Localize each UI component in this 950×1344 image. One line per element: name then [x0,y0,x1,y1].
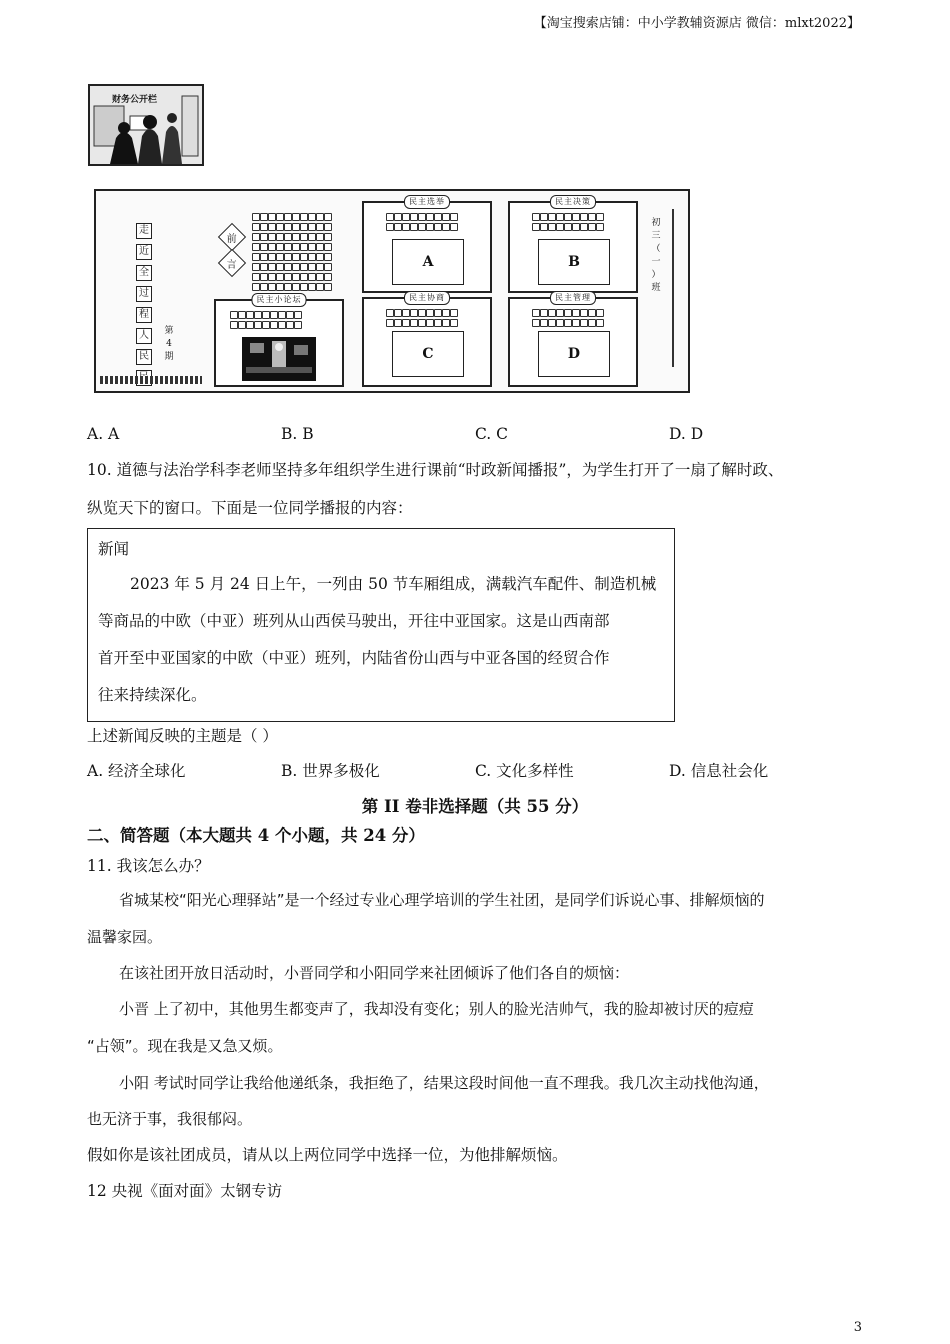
seat-icon [308,243,316,251]
seat-icon [540,223,548,231]
seat-icon [260,253,268,261]
seat-icon [284,283,292,291]
panel-d: 民主管理 D [508,297,638,387]
seat-icon [418,213,426,221]
seat-icon [386,309,394,317]
seat-icon [292,253,300,261]
seat-icon [284,213,292,221]
seat-icon [276,273,284,281]
seat-icon [292,213,300,221]
seat-icon [540,309,548,317]
news-line: 等商品的中欧（中亚）班列从山西侯马驶出，开往中亚国家。这是山西南部 [98,612,610,630]
seat-icon [596,319,604,327]
seat-icon [572,213,580,221]
q10-question: 上述新闻反映的主题是（ ） [87,727,278,745]
seat-icon [532,319,540,327]
seat-icon [252,223,260,231]
seat-icon [394,213,402,221]
seat-icon [268,223,276,231]
q10-option-d: D. 信息社会化 [669,762,769,780]
seat-grid-center [252,213,330,291]
seat-icon [450,223,458,231]
seat-icon [324,283,332,291]
seat-icon [564,309,572,317]
seat-icon [308,273,316,281]
seat-icon [268,233,276,241]
seat-icon [270,321,278,329]
seat-icon [596,213,604,221]
seat-icon [268,253,276,261]
seat-icon [324,243,332,251]
q11-task: 假如你是该社团成员，请从以上两位同学中选择一位，为他排解烦恼。 [87,1146,568,1164]
q11-paragraph: 也无济于事，我很郁闷。 [87,1110,253,1128]
seat-icon [246,321,254,329]
seat-icon [300,243,308,251]
seat-icon [286,311,294,319]
seat-icon [426,223,434,231]
seat-icon [572,319,580,327]
panel-c: 民主协商 C [362,297,492,387]
seat-grid-d [532,309,602,327]
seat-icon [572,223,580,231]
seat-icon [262,321,270,329]
seat-icon [532,223,540,231]
seat-icon [450,319,458,327]
seat-grid-b [532,213,602,231]
seat-icon [284,223,292,231]
q11-paragraph: 温馨家园。 [87,928,163,946]
board-right-divider [672,209,674,367]
seat-icon [402,213,410,221]
seat-icon [292,243,300,251]
q11-paragraph: 省城某校“阳光心理驿站”是一个经过专业心理学培训的学生社团，是同学们诉说心事、排解烦恼的 [119,891,765,909]
seat-icon [410,319,418,327]
seat-icon [596,223,604,231]
seat-icon [418,309,426,317]
seat-icon [292,233,300,241]
q11-paragraph: “占领”。现在我是又急又烦。 [87,1037,283,1055]
page-number: 3 [853,1320,862,1335]
seat-icon [394,223,402,231]
seat-icon [394,319,402,327]
seat-icon [442,319,450,327]
seat-icon [292,263,300,271]
seat-icon [564,213,572,221]
seat-icon [588,223,596,231]
forum-photo [242,337,316,381]
seat-icon [426,213,434,221]
seat-icon [308,263,316,271]
seat-icon [260,223,268,231]
news-label: 新闻 [98,540,130,558]
seat-icon [252,273,260,281]
seat-icon [260,283,268,291]
seat-icon [556,223,564,231]
seat-icon [260,263,268,271]
seat-icon [294,311,302,319]
q10-option-a: A. 经济全球化 [87,762,186,780]
seat-icon [308,223,316,231]
seat-icon [268,243,276,251]
seat-icon [548,223,556,231]
seat-icon [268,273,276,281]
panel-a: 民主选举 A [362,201,492,293]
seat-icon [276,243,284,251]
seat-icon [442,213,450,221]
seat-icon [386,213,394,221]
seat-icon [252,263,260,271]
seat-icon [596,309,604,317]
seat-icon [268,263,276,271]
seat-grid-forum [230,311,300,329]
seat-icon [402,223,410,231]
seat-icon [252,243,260,251]
seat-icon [286,321,294,329]
seat-icon [262,311,270,319]
seat-icon [252,213,260,221]
seat-icon [556,213,564,221]
seat-icon [434,309,442,317]
seat-icon [316,243,324,251]
preface-diamond-top: 前 [218,223,246,251]
seat-icon [556,319,564,327]
seat-icon [254,321,262,329]
seat-icon [284,253,292,261]
news-line: 首开至中亚国家的中欧（中亚）班列，内陆省份山西与中亚各国的经贸合作 [98,649,610,667]
seat-icon [268,283,276,291]
seat-icon [246,311,254,319]
seat-icon [252,283,260,291]
seat-icon [252,253,260,261]
q9-option-c: C. C [475,425,509,443]
q10-stem-line1: 10. 道德与法治学科李老师坚持多年组织学生进行课前“时政新闻播报”，为学生打开了一扇了解时政、 [87,461,784,479]
seat-icon [276,233,284,241]
seat-icon [254,311,262,319]
democracy-board-diagram [94,189,690,393]
seat-icon [450,309,458,317]
photo-caption: 财务公开栏 [112,95,158,105]
seat-icon [442,223,450,231]
seat-icon [300,283,308,291]
seat-icon [276,253,284,261]
seat-grid-a [386,213,456,231]
seat-icon [540,319,548,327]
option-box-a: A [392,239,464,285]
seat-icon [410,309,418,317]
q11-title: 11. 我该怎么办？ [87,857,210,875]
seat-icon [284,263,292,271]
seat-icon [230,321,238,329]
section-heading: 二、简答题（本大题共 4 个小题，共 24 分） [87,826,425,845]
option-box-d: D [538,331,610,377]
seat-icon [316,233,324,241]
seat-icon [564,223,572,231]
seat-icon [394,309,402,317]
seat-icon [260,233,268,241]
seat-icon [426,309,434,317]
seat-icon [238,321,246,329]
seat-icon [316,263,324,271]
seat-icon [324,273,332,281]
people-silhouette-image [90,86,202,164]
seat-icon [426,319,434,327]
notice-board-photo [88,84,204,166]
seat-icon [580,213,588,221]
seat-icon [278,321,286,329]
seat-icon [548,309,556,317]
news-line: 2023 年 5 月 24 日上午，一列由 50 节车厢组成，满载汽车配件、制造机械 [130,575,657,593]
seat-icon [386,319,394,327]
seat-icon [450,213,458,221]
seat-icon [316,213,324,221]
seat-icon [292,283,300,291]
q10-option-b: B. 世界多极化 [281,762,380,780]
seat-icon [270,311,278,319]
issue-number: 第 4 期 [164,326,174,362]
seat-icon [324,263,332,271]
seat-icon [418,223,426,231]
seat-icon [284,273,292,281]
seat-icon [308,213,316,221]
seat-icon [434,223,442,231]
seat-icon [284,233,292,241]
seat-icon [588,319,596,327]
seat-icon [410,223,418,231]
seat-icon [292,273,300,281]
q9-option-d: D. D [669,425,704,443]
q10-stem-line2: 纵览天下的窗口。下面是一位同学播报的内容： [87,499,413,517]
seat-icon [300,253,308,261]
seat-icon [386,223,394,231]
class-label: 初 三 （ 一 ） 班 [651,218,661,293]
page-header: 【淘宝搜索店铺：中小学教辅资源店 微信：mlxt2022】 [533,16,860,31]
seat-icon [324,233,332,241]
seat-icon [260,273,268,281]
seat-icon [548,319,556,327]
seat-icon [324,253,332,261]
option-box-b: B [538,239,610,285]
q11-paragraph: 在该社团开放日活动时，小晋同学和小阳同学来社团倾诉了他们各自的烦恼： [119,964,630,982]
board-vertical-title: 走 近 全 过 程 人 民 [136,223,152,391]
seat-icon [442,309,450,317]
seat-icon [294,321,302,329]
seat-icon [316,223,324,231]
seat-icon [324,213,332,221]
seat-icon [588,213,596,221]
seat-icon [324,223,332,231]
seat-icon [580,223,588,231]
seat-icon [292,223,300,231]
seat-icon [540,213,548,221]
seat-icon [260,213,268,221]
seat-icon [532,309,540,317]
news-box [87,528,675,722]
q11-paragraph: 小晋 上了初中，其他男生都变声了，我却没有变化；别人的脸光洁帅气，我的脸却被讨厌的痘痘 [119,1000,754,1018]
q9-option-a: A. A [87,425,120,443]
seat-icon [316,283,324,291]
news-line: 往来持续深化。 [98,686,207,704]
seat-icon [260,243,268,251]
seat-icon [580,309,588,317]
seat-icon [276,283,284,291]
seat-grid-c [386,309,456,327]
seat-icon [284,243,292,251]
seat-icon [410,213,418,221]
option-box-c: C [392,331,464,377]
seat-icon [572,309,580,317]
seat-icon [276,223,284,231]
panel-b: 民主决策 B [508,201,638,293]
seat-icon [556,309,564,317]
seat-icon [564,319,572,327]
seat-icon [588,309,596,317]
board-footer-strip [100,376,202,384]
seat-icon [434,213,442,221]
seat-icon [316,253,324,261]
seat-icon [308,283,316,291]
seat-icon [402,319,410,327]
seat-icon [418,319,426,327]
seat-icon [238,311,246,319]
seat-icon [276,213,284,221]
q12-title: 12 央视《面对面》太钢专访 [87,1182,283,1200]
seat-icon [580,319,588,327]
seat-icon [276,263,284,271]
seat-icon [300,233,308,241]
seat-icon [308,233,316,241]
q9-option-b: B. B [281,425,314,443]
seat-icon [532,213,540,221]
part2-title: 第 II 卷非选择题（共 55 分） [361,797,589,816]
seat-icon [300,213,308,221]
seat-icon [548,213,556,221]
seat-icon [434,319,442,327]
seat-icon [252,233,260,241]
seat-icon [300,273,308,281]
panel-forum: 民主小论坛 [214,299,344,387]
seat-icon [316,273,324,281]
q10-option-c: C. 文化多样性 [475,762,574,780]
q11-paragraph: 小阳 考试时同学让我给他递纸条，我拒绝了，结果这段时间他一直不理我。我几次主动找他沟通， [119,1074,769,1092]
seat-icon [300,223,308,231]
seat-icon [402,309,410,317]
seat-icon [300,263,308,271]
seat-icon [308,253,316,261]
seat-icon [268,213,276,221]
preface-diamond-bottom: 言 [218,249,246,277]
seat-icon [230,311,238,319]
seat-icon [278,311,286,319]
